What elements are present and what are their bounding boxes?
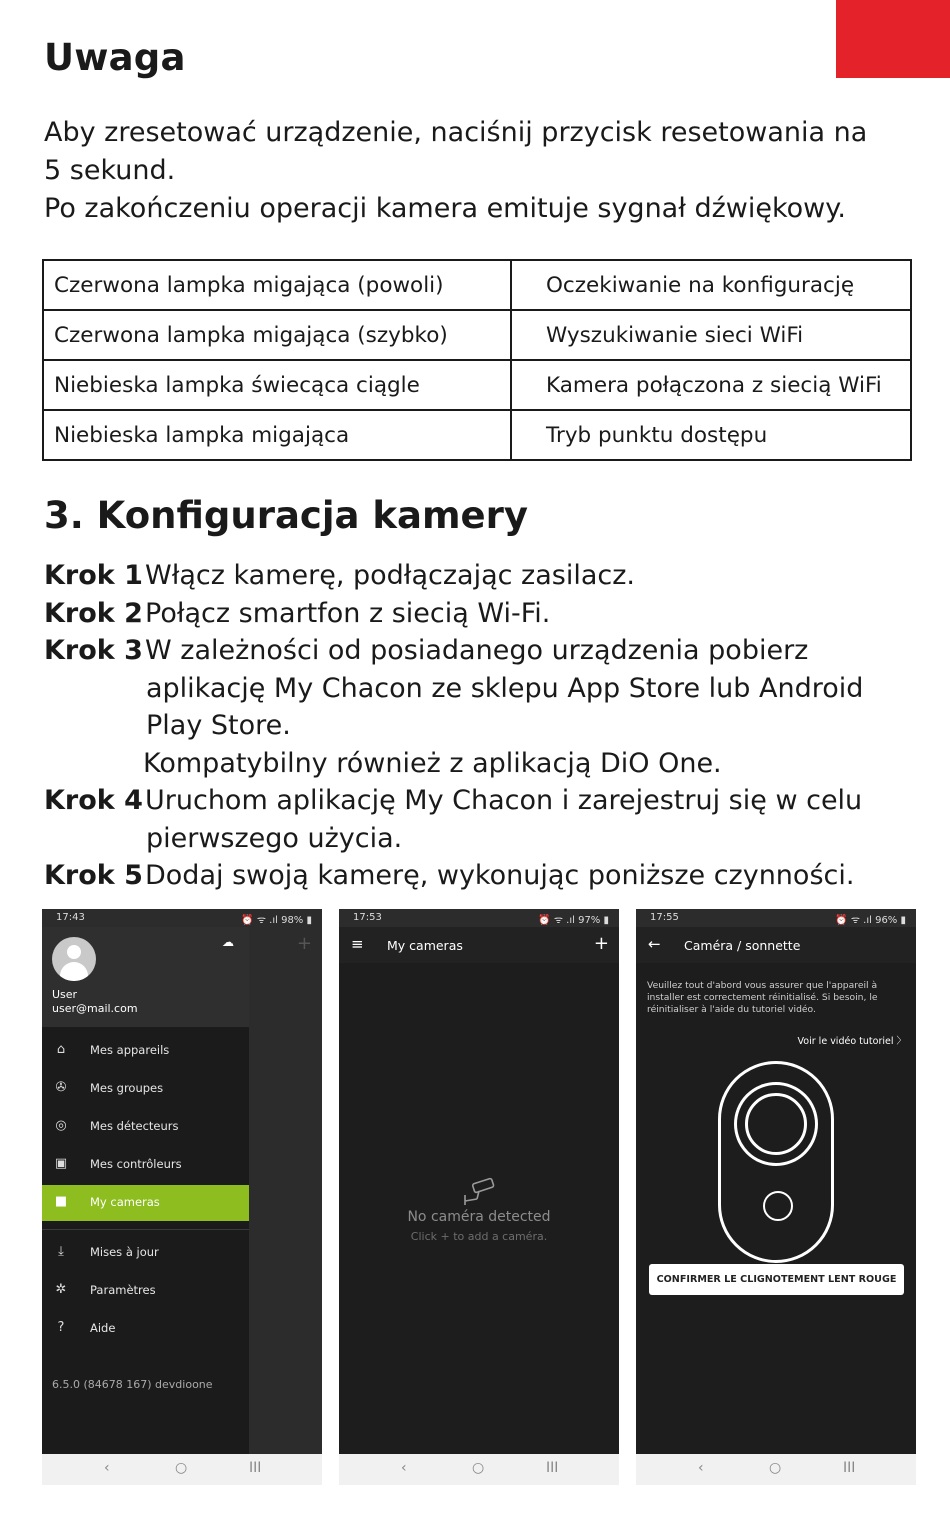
hamburger-menu-icon[interactable]: ≡ [351,935,364,953]
recents-nav-icon[interactable]: III [843,1460,856,1476]
phone-screenshot-menu [42,909,322,1485]
step-text: aplikację My Chacon ze sklepu App Store lub Android [146,672,864,704]
led-meaning: Tryb punktu dostępu [511,410,911,460]
menu-item-mes-detecteurs[interactable] [42,1109,249,1145]
user-name: User [52,988,78,1001]
status-bar [339,909,619,927]
status-icons: ⏰ ᯤ .ıl 97% ▮ [538,915,609,926]
app-bar [339,927,619,963]
status-bar [636,909,916,927]
led-meaning: Wyszukiwanie sieci WiFi [511,310,911,360]
screen-title: Caméra / sonnette [684,938,801,953]
add-camera-icon[interactable]: + [593,933,609,954]
recents-nav-icon[interactable]: III [546,1460,559,1476]
led-state: Czerwona lampka migająca (szybko) [43,310,511,360]
step-text: Połącz smartfon z siecią Wi-Fi. [145,597,551,629]
led-meaning: Oczekiwanie na konfigurację [511,260,911,310]
app-bar [636,927,916,963]
empty-state-title: No caméra detected [407,1209,551,1225]
led-state: Czerwona lampka migająca (powoli) [43,260,511,310]
screen-title: My cameras [387,938,463,953]
back-nav-icon[interactable]: ‹ [104,1460,110,1476]
add-icon[interactable]: + [296,933,312,954]
step-text: Włącz kamerę, podłączając zasilacz. [145,560,635,591]
step-3 [44,632,924,782]
camera-icon: ■ [54,1194,68,1209]
detector-icon: ◎ [55,1118,67,1133]
step-5 [44,857,924,895]
drawer-header [42,927,249,1027]
red-corner-tab [836,0,950,78]
status-time: 17:43 [56,912,85,923]
steps-list [44,557,924,895]
menu-item-my-cameras[interactable] [42,1185,249,1221]
phone-screenshot-cameras [339,909,619,1485]
avatar[interactable] [52,937,96,981]
menu-item-label: Mes groupes [90,1081,164,1095]
home-nav-icon[interactable]: ○ [769,1460,782,1476]
menu-item-mises-a-jour[interactable] [42,1235,249,1271]
setup-description: Veuillez tout d'abord vous assurer que l'appareil à installer est correctement réinitialisé. Si besoin, le réinitialiser à l'aide du tutoriel vidéo. [647,980,878,1015]
status-icons: ⏰ ᯤ .ıl 96% ▮ [835,915,906,926]
step-label: Krok 2 [44,597,143,629]
menu-item-label: My cameras [90,1195,160,1209]
led-state: Niebieska lampka świecąca ciągle [43,360,511,410]
step-text: Uruchom aplikację My Chacon i zarejestruj się w celu [145,785,863,816]
home-nav-icon[interactable]: ○ [175,1460,188,1476]
controller-icon: ▣ [54,1156,68,1171]
camera-inner-ring [745,1093,807,1155]
table-row [43,310,911,360]
step-label: Krok 1 [44,560,143,591]
cloud-icon[interactable]: ☁ [222,935,234,949]
status-icons: ⏰ ᯤ .ıl 98% ▮ [241,915,312,926]
intro-text [44,114,924,228]
video-tutorial-link[interactable]: Voir le vidéo tutoriel 〉 [797,1036,906,1047]
back-nav-icon[interactable]: ‹ [401,1460,407,1476]
android-nav-bar [636,1454,916,1485]
user-email: user@mail.com [52,1002,138,1015]
led-status-table [42,259,912,461]
menu-item-mes-groupes[interactable] [42,1071,249,1107]
doorbell-button [763,1191,793,1221]
empty-state-hint: Click + to add a caméra. [410,1230,548,1243]
step-label: Krok 4 [44,785,143,816]
back-nav-icon[interactable]: ‹ [698,1460,704,1476]
status-time: 17:55 [650,912,679,923]
step-label: Krok 3 [44,635,143,666]
menu-item-label: Mes détecteurs [90,1119,179,1133]
table-row [43,360,911,410]
led-state: Niebieska lampka migająca [43,410,511,460]
step-1 [44,557,924,595]
android-nav-bar [42,1454,322,1485]
home-icon: ⌂ [56,1042,66,1057]
doorbell-camera-illustration [718,1061,834,1263]
led-meaning: Kamera połączona z siecią WiFi [511,360,911,410]
menu-item-label: Mes contrôleurs [90,1157,182,1171]
step-text: Play Store. [146,710,291,741]
menu-item-mes-appareils[interactable] [42,1033,249,1069]
menu-item-label: Mises à jour [90,1245,159,1259]
phone-screenshot-camera-setup [636,909,916,1485]
step-2 [44,595,924,633]
table-row [43,410,911,460]
note-heading: Uwaga [44,36,186,79]
background-content [249,927,322,1454]
step-text: Dodaj swoją kamerę, wykonując poniższe czynności. [145,860,855,891]
menu-item-parametres[interactable] [42,1273,249,1309]
section-title: 3. Konfiguracja kamery [44,494,528,537]
table-row [43,260,911,310]
download-icon: ⤓ [58,1244,64,1259]
intro-line: Po zakończeniu operacji kamera emituje sygnał dźwiękowy. [44,193,846,224]
home-nav-icon[interactable]: ○ [472,1460,485,1476]
menu-item-label: Aide [90,1321,116,1335]
status-bar [42,909,322,927]
menu-item-label: Mes appareils [90,1043,170,1057]
step-4 [44,782,924,857]
menu-item-aide[interactable] [42,1311,249,1347]
groups-icon: ✇ [55,1080,67,1095]
confirm-slow-blink-button[interactable]: CONFIRMER LE CLIGNOTEMENT LENT ROUGE [649,1264,904,1295]
recents-nav-icon[interactable]: III [249,1460,262,1476]
menu-item-mes-controleurs[interactable] [42,1147,249,1183]
status-time: 17:53 [353,912,382,923]
step-label: Krok 5 [44,860,143,891]
menu-item-label: Paramètres [90,1283,156,1297]
app-version: 6.5.0 (84678 167) devdioone [52,1378,213,1391]
intro-line: Aby zresetować urządzenie, naciśnij przycisk resetowania na [44,117,868,148]
intro-line: 5 sekund. [44,155,176,186]
gear-icon: ✲ [55,1282,67,1297]
security-camera-icon [459,1177,499,1205]
menu-divider [42,1229,249,1230]
step-text: W zależności od posiadanego urządzenia pobierz [145,635,809,666]
help-icon: ? [57,1320,65,1335]
step-note: Kompatybilny również z aplikacją DiO One. [143,747,722,779]
step-text: pierwszego użycia. [146,822,403,854]
android-nav-bar [339,1454,619,1485]
navigation-drawer [42,927,249,1454]
back-arrow-icon[interactable]: ← [648,935,661,953]
